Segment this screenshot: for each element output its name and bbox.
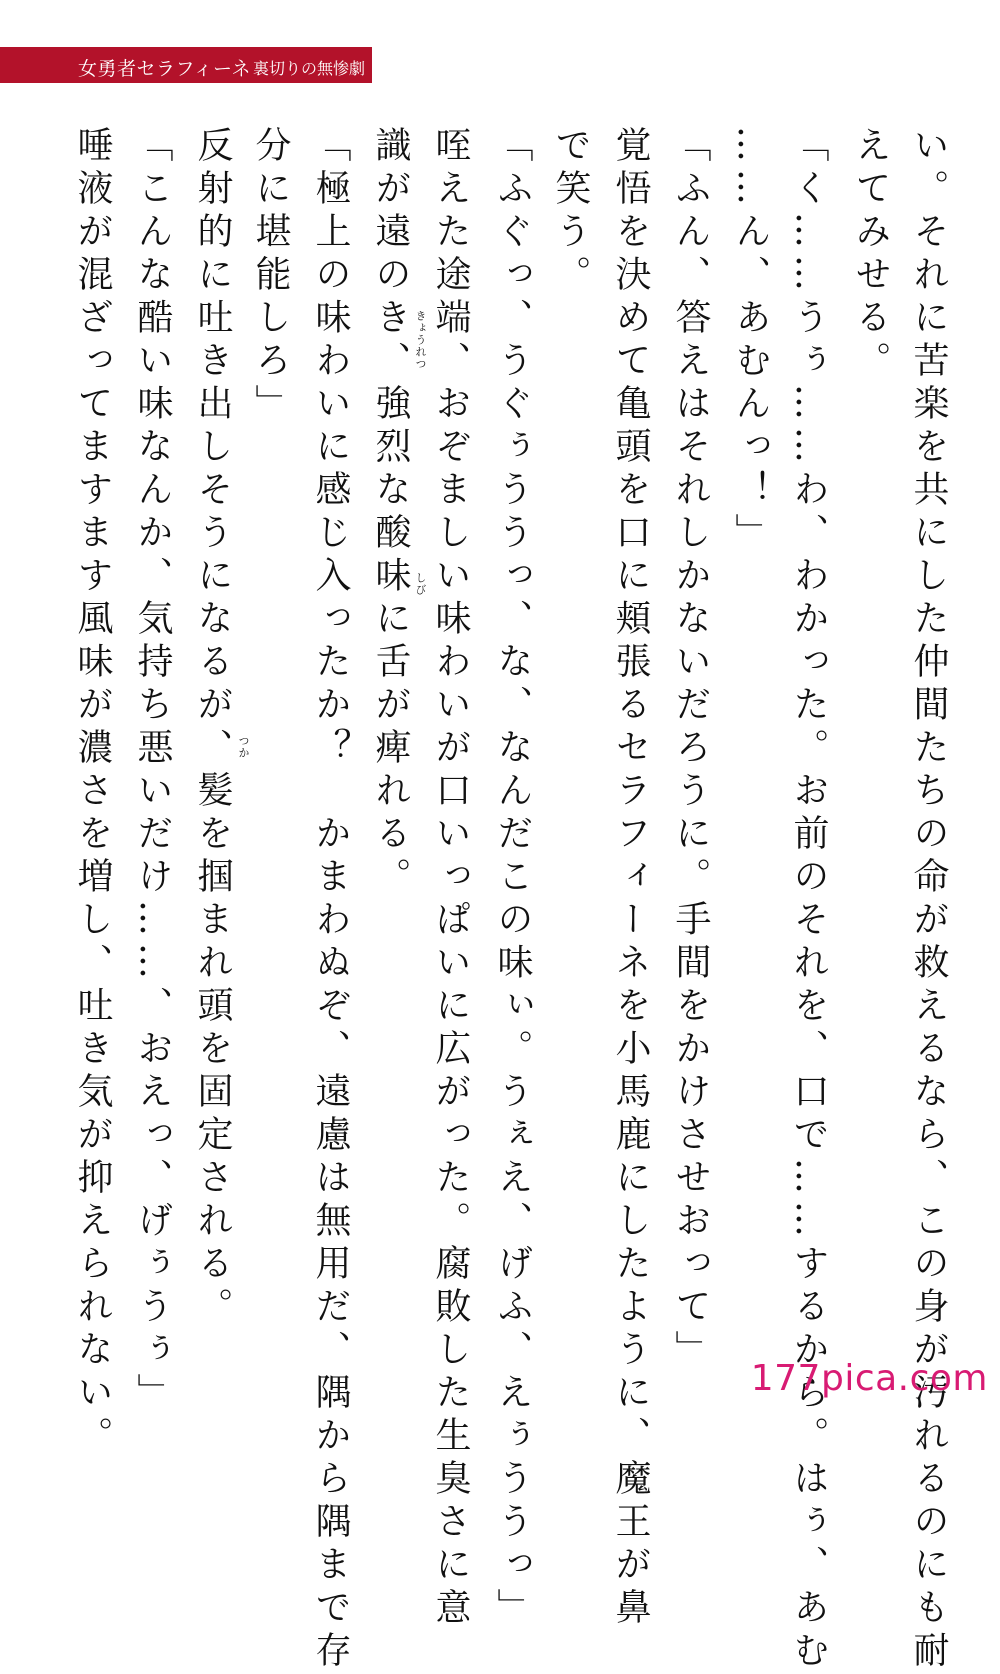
text-line: 咥えた途端、おぞましい味わいが口いっぱいに広がった。腐敗した生臭さに意 xyxy=(430,126,471,1631)
text-line: 分に堪能しろ」 xyxy=(250,126,291,427)
text-line: えてみせる。 xyxy=(850,126,891,384)
text-line: 覚悟を決めて亀頭を口に頬張るセラフィーネを小馬鹿にしたように、魔王が鼻 xyxy=(610,126,651,1631)
text-line: 「極上の味わいに感じ入ったか？ かまわぬぞ、遠慮は無用だ、隅から隅まで存 xyxy=(310,126,351,1674)
ruby-kyouretsu: きょうれつ xyxy=(414,310,427,370)
text-line: 「ふん、答えはそれしかないだろうに。手間をかけさせおって」 xyxy=(670,126,711,1373)
text-line: 反射的に吐き出しそうになるが、髪を掴まれ頭を固定される。 xyxy=(192,126,233,1330)
book-title: 女勇者セラフィーネ xyxy=(78,58,252,80)
ruby-shibi: しび xyxy=(414,572,427,596)
text-line: で笑う。 xyxy=(550,126,591,298)
chapter-title: 裏切りの無惨劇 xyxy=(253,59,366,78)
text-line: 識が遠のき、強烈な酸味に舌が痺れる。 xyxy=(370,126,411,900)
text-line: 「こんな酷い味なんか、気持ち悪いだけ……、おえっ、げぅうぅ」 xyxy=(132,126,173,1416)
site-watermark: 177pica.com xyxy=(750,1358,988,1399)
text-line: ……ん、あむんっ！」 xyxy=(730,126,771,556)
header-bar xyxy=(0,47,372,83)
ruby-tsuka: つか xyxy=(237,735,250,759)
text-line: 「く……うぅ……わ、わかった。お前のそれを、口で……するから。はぅ、あむ xyxy=(788,126,829,1674)
text-line: 「ふぐっ、うぐぅううっ、な、なんだこの味ぃ。うぇえ、げふ、えぅううっ」 xyxy=(492,126,533,1631)
text-line: い。それに苦楽を共にした仲間たちの命が救えるなら、この身が汚れるのにも耐 xyxy=(908,126,949,1674)
text-line: 唾液が混ざってますます風味が濃さを増し、吐き気が抑えられない。 xyxy=(72,126,113,1459)
